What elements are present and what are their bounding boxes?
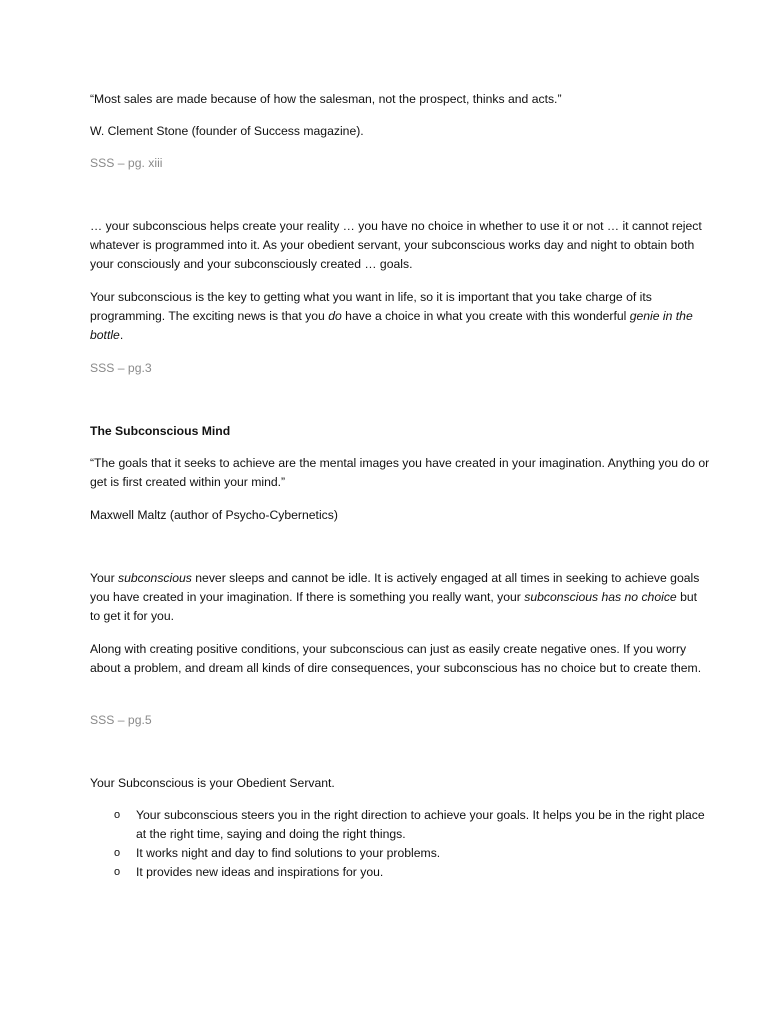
- servant-bullet-list: [90, 806, 710, 882]
- paragraph-negative: Along with creating positive conditions, your subconscious can just as easily create negative ones. If you worry about a problem, and dream all kinds of dire consequences, your subconscious has no choice but to create them.: [90, 642, 702, 675]
- attribution-maltz: Maxwell Maltz (author of Psycho-Cybernetics): [90, 508, 338, 522]
- bullet-marker: o: [114, 866, 121, 878]
- paragraph-key-text-2: have a choice in what you create with this wonderful: [341, 309, 630, 323]
- paragraph-key: [90, 288, 710, 345]
- list-item: [90, 863, 710, 882]
- quote-maltz: “The goals that it seeks to achieve are the mental images you have created in your imagination. Anything you do or get is first created within your mind.”: [90, 456, 710, 489]
- list-item: [90, 844, 710, 863]
- paragraph-reality: … your subconscious helps create your reality … you have no choice in whether to use it or not … it cannot reject whatever is programmed into it. As your obedient servant, your subconscious works day and night to obtain both your consciously and your subconsciously created … goals.: [90, 219, 702, 271]
- heading-obedient-servant: Your Subconscious is your Obedient Servant.: [90, 776, 335, 790]
- paragraph-key-text-1: Your subconscious is the key to getting what you want in life, so it is important that you take charge of its programming. The exciting news is that you: [90, 290, 652, 323]
- reference-pg5: SSS – pg.5: [90, 713, 152, 727]
- paragraph-never-sleeps: [90, 569, 710, 626]
- emphasis-no-choice: subconscious has no choice: [524, 590, 677, 604]
- paragraph-never-sleeps-text-3: but to get it for you.: [90, 590, 698, 623]
- attribution-stone: W. Clement Stone (founder of Success magazine).: [90, 124, 364, 138]
- paragraph-never-sleeps-text-1: Your: [90, 571, 119, 585]
- emphasis-genie: genie in the bottle: [90, 309, 693, 342]
- paragraph-key-text-3: .: [119, 328, 124, 342]
- list-item-text: It provides new ideas and inspirations for you.: [136, 865, 384, 879]
- heading-subconscious-mind: The Subconscious Mind: [90, 424, 231, 438]
- paragraph-never-sleeps-text-2: never sleeps and cannot be idle. It is actively engaged at all times in seeking to achieve goals you have created in your imagination. If there is something you really want, your: [90, 571, 700, 604]
- emphasis-subconscious: subconscious: [118, 571, 192, 585]
- list-item-text: It works night and day to find solutions to your problems.: [136, 846, 441, 860]
- emphasis-do: do: [328, 309, 342, 323]
- list-item: [90, 806, 710, 844]
- bullet-marker: o: [114, 847, 121, 859]
- list-item-text: Your subconscious steers you in the right direction to achieve your goals. It helps you be in the right place at the right time, saying and doing the right things.: [136, 808, 705, 841]
- bullet-marker: o: [114, 809, 121, 821]
- reference-pg3: SSS – pg.3: [90, 361, 152, 375]
- quote-stone: “Most sales are made because of how the salesman, not the prospect, thinks and acts.”: [90, 92, 562, 106]
- reference-pg-xiii: SSS – pg. xiii: [90, 156, 163, 170]
